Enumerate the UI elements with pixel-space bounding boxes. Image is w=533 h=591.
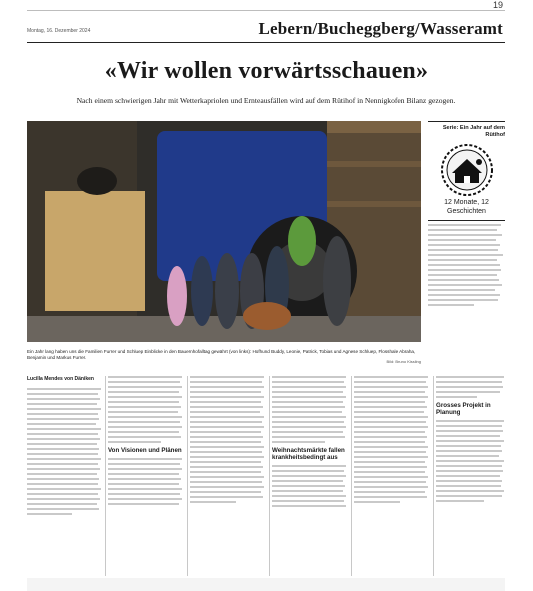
article-column-4 (272, 376, 348, 510)
article-column-2 (108, 376, 184, 508)
article-column-3 (190, 376, 266, 506)
photo-credit: Bild: Bruno Kissling (386, 359, 421, 364)
article-column-5 (354, 376, 430, 506)
sidebar-subtitle: 12 Monate, 12 Geschichten (444, 199, 489, 215)
article-column-6 (436, 376, 505, 505)
photo-scene (27, 121, 421, 342)
page-number: 19 (492, 0, 503, 10)
column-divider (105, 376, 106, 576)
date-line: Montag, 16. Dezember 2024 (27, 28, 91, 34)
subhead-project: Grosses Projekt in Planung (436, 402, 491, 416)
photo-caption: Ein Jahr lang haben uns die Familien Furrer und Schluep Einblicke in den Bauernhofalltag gewährt (von links): Hofhund Buddy, Leonie, Patrick, Tobias und Agnese Schluep, Flosshale Abraha, Benjamin und Markus Furrer. (27, 349, 416, 360)
article-author: Lucilla Mendes von Däniken (27, 376, 94, 382)
article-column-1 (27, 376, 102, 518)
top-divider (27, 10, 505, 11)
header-rule (27, 42, 505, 43)
column-divider (187, 376, 188, 576)
sidebar-rule (428, 220, 505, 221)
sidebar-body (428, 224, 505, 332)
column-divider (433, 376, 434, 576)
article-photo (27, 121, 421, 342)
farmhouse-icon (440, 143, 494, 197)
article-lead: Nach einem schwierigen Jahr mit Wetterkapriolen und Ernteausfällen wird auf dem Rütihof in Nennigkofen Bilanz gezogen. (76, 96, 456, 105)
sidebar-top-rule (428, 121, 505, 122)
series-sidebar (428, 121, 505, 342)
column-divider (351, 376, 352, 576)
subhead-visions: Von Visionen und Plänen (108, 447, 182, 454)
column-divider (269, 376, 270, 576)
page-bottom-band (27, 578, 505, 591)
article-headline: «Wir wollen vorwärtsschauen» (104, 58, 429, 84)
sidebar-title: Serie: Ein Jahr auf dem Rütihof (442, 125, 505, 138)
section-title: Lebern/Bucheggberg/Wasseramt (258, 19, 503, 38)
subhead-markets: Weihnachtsmärkte fallen krankheitsbedingt aus (272, 447, 345, 461)
